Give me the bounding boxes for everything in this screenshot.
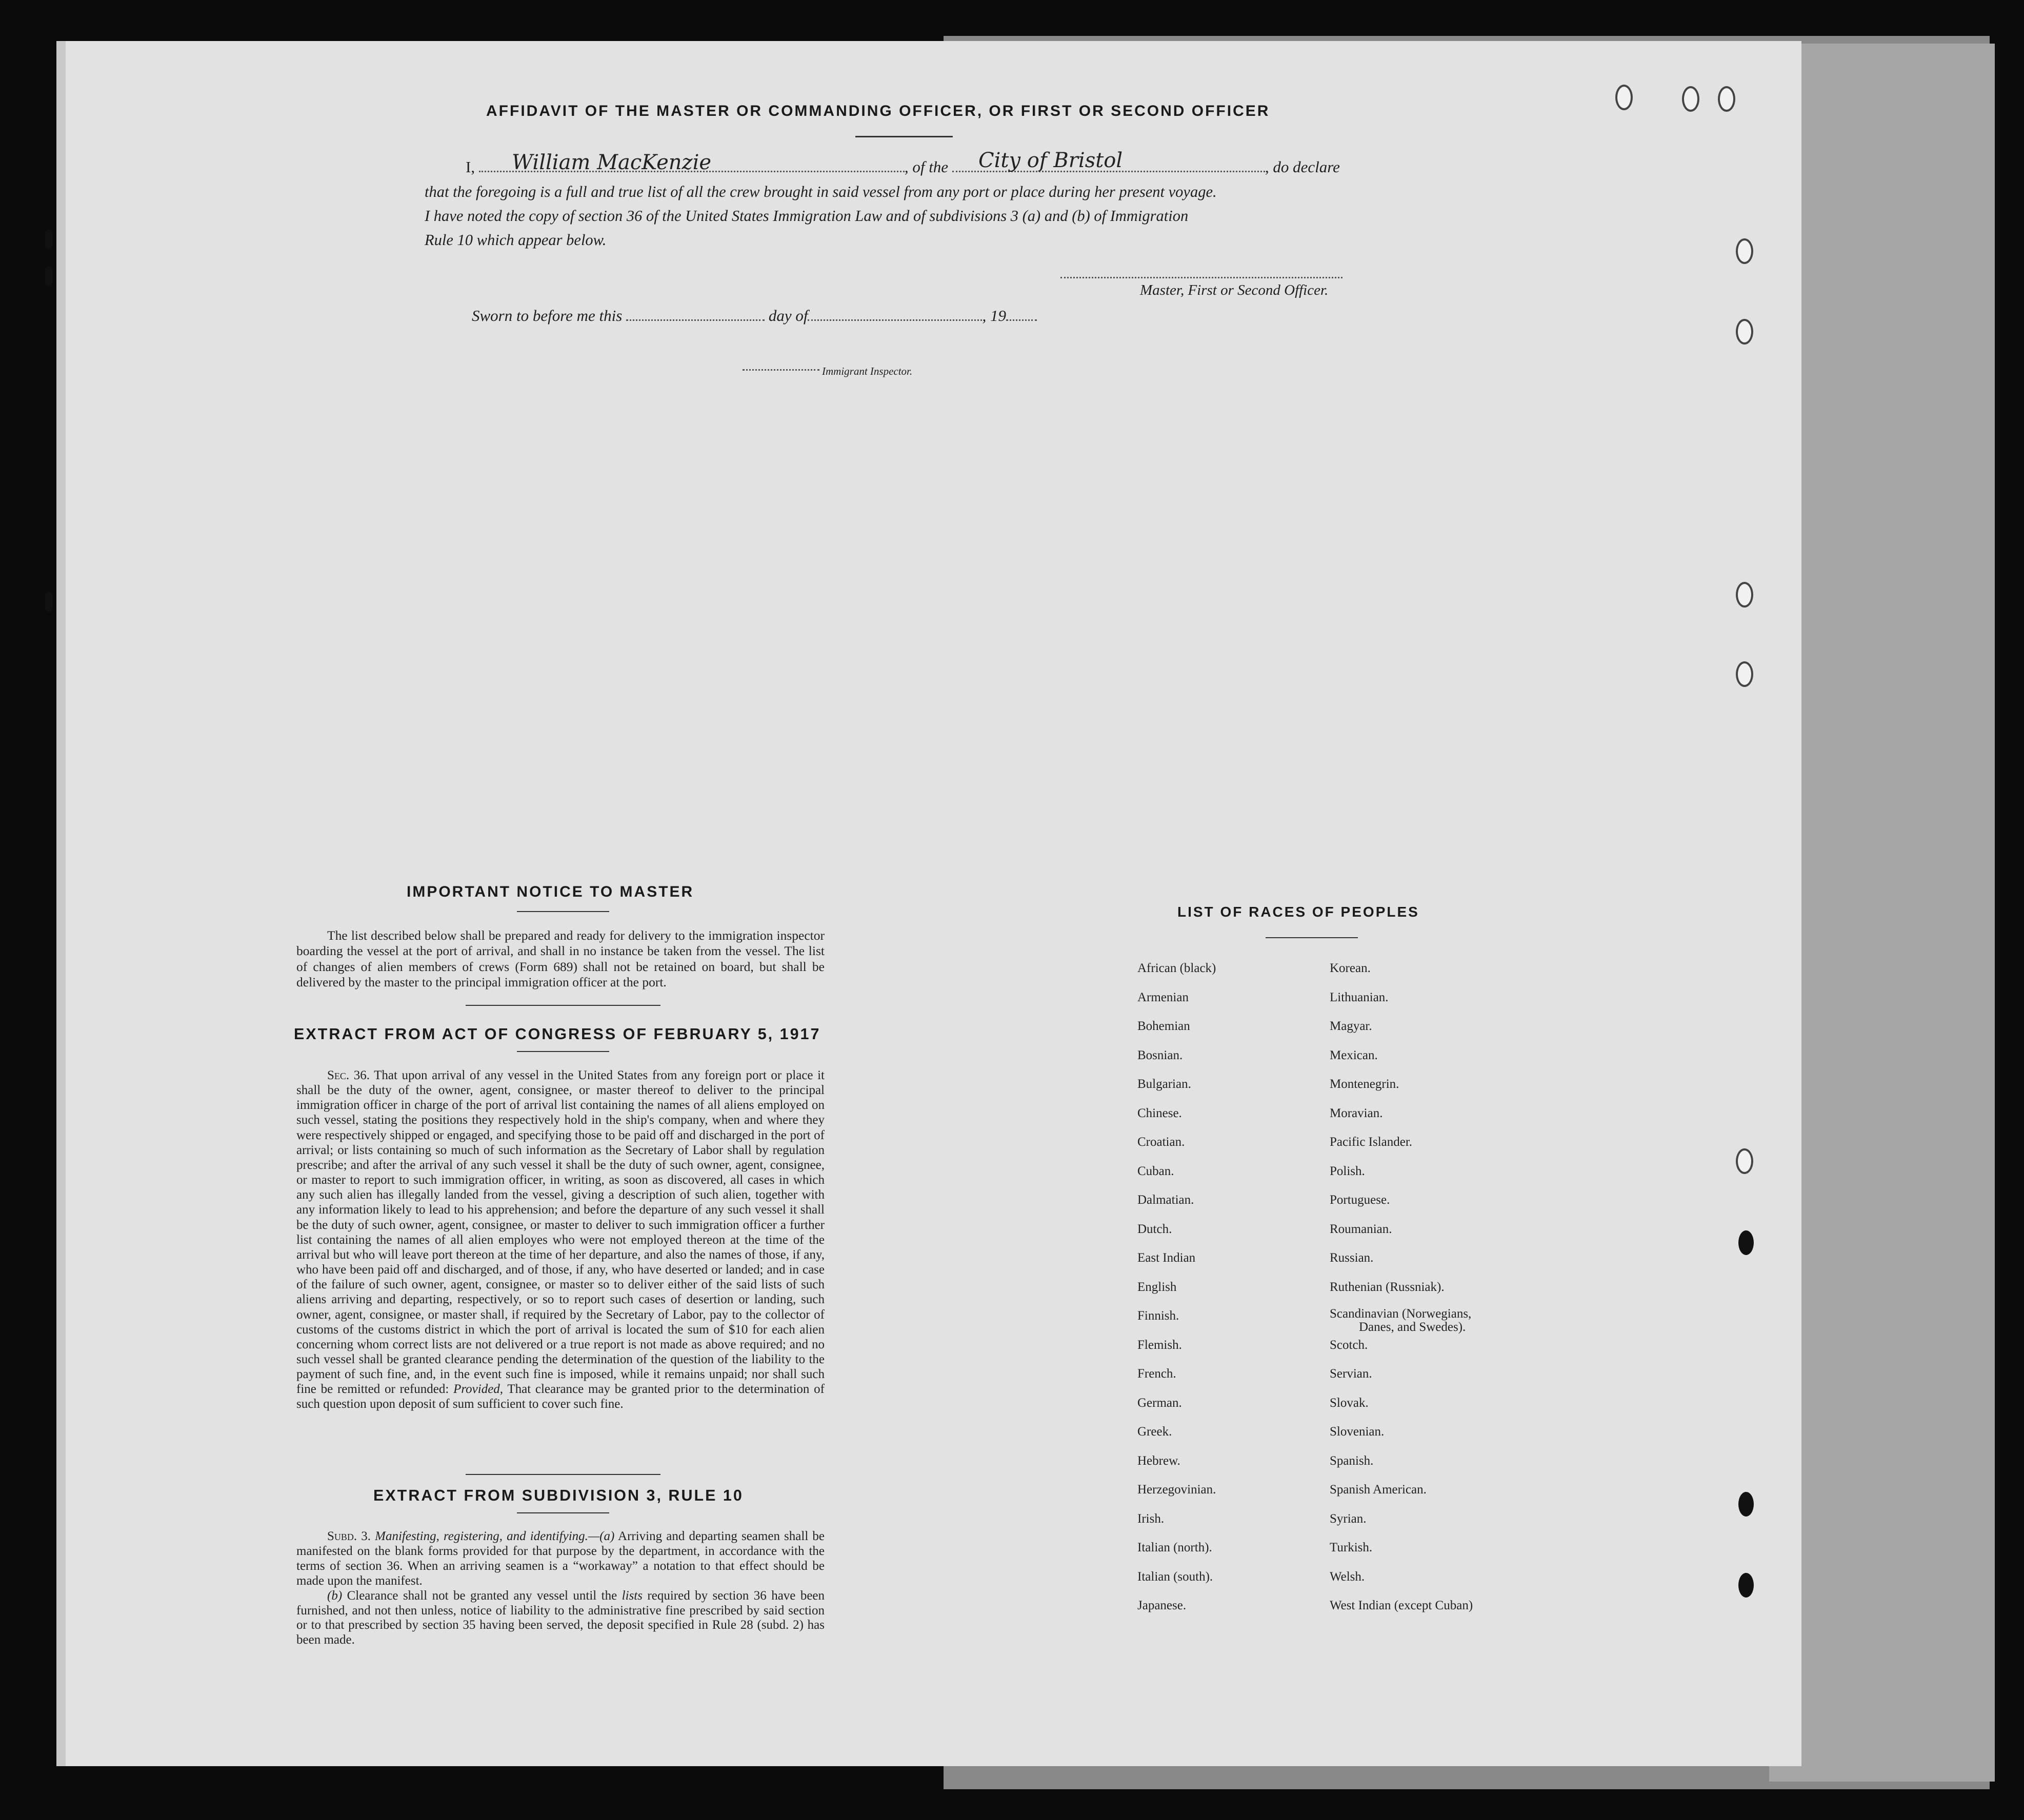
affidavit-line-3: I have noted the copy of section 36 of the United States Immigration Law and of subdivisions 3 (a) and (b) of Immigration bbox=[425, 207, 1189, 225]
binding-mark bbox=[45, 592, 52, 612]
rule-b-body-2: required by section 36 have been furnished, and not then unless, notice of liability to the administrative fine prescribed by said section or to that prescribed by section 35 having been served, the deposit specified in Rule 28 (subd. 2) has been made. bbox=[296, 1588, 825, 1647]
race-item: West Indian (except Cuban) bbox=[1330, 1599, 1473, 1612]
binding-mark bbox=[45, 230, 52, 249]
subd-label: Subd. 3. bbox=[327, 1529, 371, 1543]
race-item: Dalmatian. bbox=[1137, 1193, 1194, 1207]
affidavit-line-2: that the foregoing is a full and true list of all the crew brought in said vessel from any port or place during her present voyage. bbox=[425, 183, 1217, 200]
race-item: Ruthenian (Russniak). bbox=[1330, 1280, 1445, 1294]
signature-line bbox=[1060, 277, 1342, 278]
punch-hole bbox=[1736, 238, 1753, 264]
race-item: Russian. bbox=[1330, 1251, 1374, 1265]
race-item: Slovenian. bbox=[1330, 1425, 1385, 1439]
notice-paragraph: The list described below shall be prepared and ready for delivery to the immigration inspector boarding the vessel at the port of arrival, and shall in no instance be taken from the vessel. The list of changes of alien members of crews (Form 689) shall not be retained on board, but shall be delivered by the master to the principal immigration officer at the port. bbox=[296, 928, 825, 990]
punch-hole bbox=[1736, 661, 1753, 687]
race-item: French. bbox=[1137, 1367, 1176, 1381]
race-item: Syrian. bbox=[1330, 1511, 1367, 1526]
race-item: Chinese. bbox=[1137, 1106, 1182, 1120]
race-item: Italian (north). bbox=[1137, 1541, 1212, 1554]
race-item: Roumanian. bbox=[1330, 1222, 1392, 1236]
race-item: Servian. bbox=[1330, 1367, 1372, 1381]
signature-caption: Master, First or Second Officer. bbox=[1140, 282, 1329, 298]
race-item: Polish. bbox=[1330, 1164, 1365, 1178]
race-item: Herzegovinian. bbox=[1137, 1483, 1216, 1497]
act-title-rule bbox=[517, 1051, 609, 1052]
punch-hole bbox=[1718, 86, 1735, 112]
rule-b-lists: lists bbox=[622, 1588, 643, 1603]
race-item: Dutch. bbox=[1137, 1222, 1172, 1236]
race-item: Portuguese. bbox=[1330, 1193, 1390, 1207]
sworn-year-blank bbox=[1006, 319, 1037, 321]
race-item: Hebrew. bbox=[1137, 1453, 1180, 1468]
punch-hole bbox=[1736, 319, 1753, 345]
race-item: Greek. bbox=[1137, 1425, 1172, 1439]
vessel-name-handwritten: City of Bristol bbox=[978, 149, 1123, 172]
race-item: Lithuanian. bbox=[1330, 990, 1389, 1004]
punch-hole bbox=[1736, 582, 1753, 608]
notice-title-rule bbox=[517, 911, 609, 912]
races-title: LIST OF RACES OF PEOPLES bbox=[1177, 904, 1419, 920]
subd-heading: Manifesting, registering, and identifying.—(a) bbox=[375, 1529, 615, 1543]
sworn-label: Sworn to before me this bbox=[472, 307, 623, 325]
sworn-day-blank bbox=[626, 319, 765, 321]
notice-text bbox=[296, 928, 825, 990]
race-item: Turkish. bbox=[1330, 1541, 1373, 1554]
master-name-handwritten: William MacKenzie bbox=[512, 151, 712, 174]
sworn-line bbox=[472, 307, 1037, 325]
race-item: East Indian bbox=[1137, 1251, 1196, 1265]
act-paragraph bbox=[296, 1068, 825, 1412]
affidavit-title: AFFIDAVIT OF THE MASTER OR COMMANDING OFFICER, OR FIRST OR SECOND OFFICER bbox=[486, 103, 1270, 119]
rule-title-rule bbox=[517, 1512, 609, 1513]
notice-title: IMPORTANT NOTICE TO MASTER bbox=[407, 883, 694, 900]
race-item: Croatian. bbox=[1137, 1135, 1185, 1149]
punch-hole bbox=[1738, 1230, 1754, 1255]
document-page bbox=[56, 41, 1801, 1766]
race-item: Slovak. bbox=[1330, 1396, 1369, 1410]
binding-mark bbox=[45, 267, 52, 286]
sworn-month-blank bbox=[808, 319, 982, 321]
year-label: , 19 bbox=[982, 307, 1006, 325]
race-item: Flemish. bbox=[1137, 1338, 1182, 1352]
race-item: Danes, and Swedes). bbox=[1359, 1320, 1466, 1334]
punch-hole bbox=[1738, 1492, 1754, 1516]
race-item: Montenegrin. bbox=[1330, 1077, 1399, 1091]
rule-b-body-1: Clearance shall not be granted any vessel until the bbox=[347, 1588, 617, 1603]
race-item: Welsh. bbox=[1330, 1569, 1365, 1584]
rule-text bbox=[296, 1529, 825, 1648]
race-item: Finnish. bbox=[1137, 1309, 1179, 1323]
race-item: Irish. bbox=[1137, 1511, 1165, 1526]
race-item: Armenian bbox=[1137, 990, 1189, 1004]
race-item: Scandinavian (Norwegians, bbox=[1330, 1307, 1472, 1321]
punch-hole bbox=[1615, 85, 1633, 110]
inspector-signature-line bbox=[743, 369, 819, 371]
race-item: German. bbox=[1137, 1396, 1182, 1410]
notice-rule bbox=[466, 1005, 660, 1006]
declare-label: , do declare bbox=[1265, 158, 1340, 176]
race-item: Korean. bbox=[1330, 961, 1371, 975]
provided-label: Provided, bbox=[453, 1382, 504, 1397]
race-item: Bulgarian. bbox=[1137, 1077, 1191, 1091]
races-title-rule bbox=[1266, 937, 1358, 938]
race-item: Cuban. bbox=[1137, 1164, 1174, 1178]
race-item: Moravian. bbox=[1330, 1106, 1383, 1120]
race-item: African (black) bbox=[1137, 961, 1216, 975]
race-item: Japanese. bbox=[1137, 1599, 1187, 1612]
race-item: English bbox=[1137, 1280, 1177, 1294]
sec-label: Sec. 36. bbox=[327, 1068, 370, 1082]
inspector-caption: Immigrant Inspector. bbox=[822, 365, 913, 377]
race-item: Mexican. bbox=[1330, 1048, 1378, 1062]
affidavit-line-4: Rule 10 which appear below. bbox=[425, 231, 607, 249]
rule-title: EXTRACT FROM SUBDIVISION 3, RULE 10 bbox=[373, 1487, 744, 1504]
b-label: (b) bbox=[327, 1588, 343, 1603]
punch-hole bbox=[1738, 1573, 1754, 1597]
punch-hole bbox=[1736, 1148, 1753, 1174]
rule-a-body: Arriving and departing seamen shall be manifested on the blank forms provided for that purpose by the department, in accordance with the terms of section 36. When an arriving seamen is a “workaway” a notation to that effect should be made upon the manifest. bbox=[296, 1529, 825, 1588]
rule-paragraph-a bbox=[296, 1529, 825, 1589]
of-the-label: , of the bbox=[904, 158, 949, 176]
race-item: Spanish. bbox=[1330, 1453, 1374, 1468]
punch-hole bbox=[1682, 86, 1699, 112]
act-body-end: That clearance may be granted prior to the determination of such question upon deposit of sum sufficient to cover such fine. bbox=[296, 1382, 825, 1411]
day-of-label: day of bbox=[768, 307, 808, 325]
affidavit-title-rule bbox=[855, 136, 953, 137]
i-label: I, bbox=[466, 158, 475, 176]
race-item: Pacific Islander. bbox=[1330, 1135, 1413, 1149]
race-item: Magyar. bbox=[1330, 1019, 1372, 1033]
act-title: EXTRACT FROM ACT OF CONGRESS OF FEBRUARY 5, 1917 bbox=[294, 1025, 821, 1043]
race-item: Scotch. bbox=[1330, 1338, 1368, 1352]
race-item: Spanish American. bbox=[1330, 1483, 1427, 1497]
back-sheet-edge bbox=[1769, 44, 1995, 1782]
rule-paragraph-b bbox=[296, 1589, 825, 1648]
race-item: Bosnian. bbox=[1137, 1048, 1183, 1062]
race-item: Italian (south). bbox=[1137, 1569, 1213, 1584]
act-text bbox=[296, 1068, 825, 1412]
race-item: Bohemian bbox=[1137, 1019, 1190, 1033]
act-rule bbox=[466, 1474, 660, 1475]
act-body: That upon arrival of any vessel in the United States from any foreign port or place it shall be the duty of the owner, agent, consignee, or master thereof to deliver to the principal immigration officer in charge of the port of arrival list containing the names of all aliens employed on such vessel, stating the positions they respectively hold in the ship's company, when and where they were respectively shipped or engaged, and specifying those to be paid off and discharged in the port of arrival; or lists containing so much of such information as the Secretary of Labor shall by regulation prescribe; and after the arrival of any such vessel it shall be the duty of such owner, agent, consignee, or master to report to such immigration officer, in writing, as soon as discovered, all cases in which any such alien has illegally landed from the vessel, giving a description of such alien, together with any information likely to lead to his apprehension; and before the departure of any such vessel it shall be the duty of such owner, agent, consignee, or master to deliver to such immigration officer a further list containing the names of all alien employes who were not employed thereon at the time of the arrival but who will leave port thereon at the time of her departure, and also the names of those, if any, who have been paid off and discharged, and of those, if any, who have deserted or landed; and in case of the failure of such owner, agent, consignee, or master so to deliver either of the said lists of such aliens arriving and departing, respectively, or so to report such cases of desertion or landing, such owner, agent, consignee, or master shall, if required by the Secretary of Labor, pay to the collector of customs of the customs district in which the port of arrival is located the sum of $10 for each alien concerning whom correct lists are not delivered or a true report is not made as above required; and no such vessel shall be granted clearance pending the determination of the question of the liability to the payment of such fine, and, in the event such fine is imposed, while it remains unpaid; nor shall such fine be remitted or refunded: bbox=[296, 1068, 825, 1397]
